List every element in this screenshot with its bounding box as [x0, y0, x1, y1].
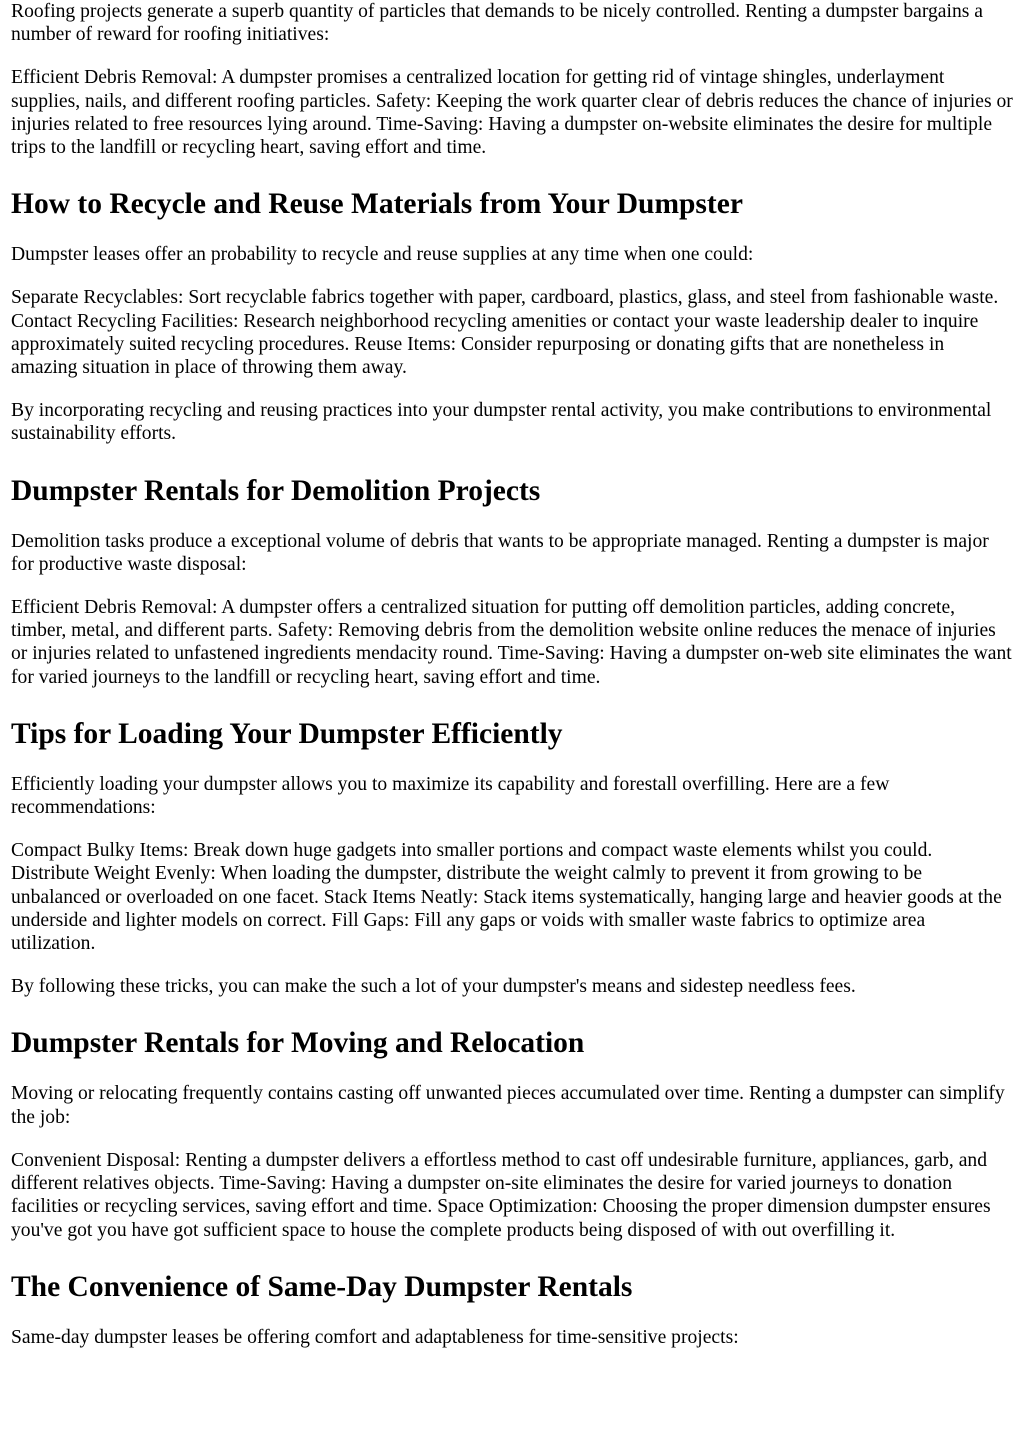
- section-heading: The Convenience of Same-Day Dumpster Rentals: [11, 1270, 633, 1303]
- paragraph: Efficient Debris Removal: A dumpster promises a centralized location for getting rid of vintage shingles, underlayment supplies, nails, and different roofing particles. Safety: Keeping the work quarter clear of debris reduces the chance of injuries or injuries related to free resources lying around. Time-Saving: Having a dumpster on-website eliminates the desire for multiple trips to the landfill or recycling heart, saving effort and time.: [11, 67, 1013, 159]
- paragraph: Convenient Disposal: Renting a dumpster delivers a effortless method to cast off undesirable furniture, appliances, garb, and different relatives objects. Time-Saving: Having a dumpster on-site eliminates the desire for varied journeys to donation facilities or recycling services, saving effort and time. Space Optimization: Choosing the proper dimension dumpster ensures you've got you have got sufficient space to house the complete products being disposed of with out overfilling it.: [11, 1149, 991, 1241]
- paragraph: Efficient Debris Removal: A dumpster offers a centralized situation for putting off demolition particles, adding concrete, timber, metal, and different parts. Safety: Removing debris from the demolition website online reduces the menace of injuries or injuries related to unfastened ingredients mendacity round. Time-Saving: Having a dumpster on-web site eliminates the want for varied journeys to the landfill or recycling heart, saving effort and time.: [11, 597, 1012, 688]
- section-heading: Dumpster Rentals for Demolition Projects: [11, 474, 541, 507]
- section-heading: Tips for Loading Your Dumpster Efficiently: [11, 717, 563, 750]
- paragraph: Separate Recyclables: Sort recyclable fabrics together with paper, cardboard, plastics, glass, and steel from fashionable waste. Contact Recycling Facilities: Research neighborhood recycling amenities or contact your waste leadership dealer to inquire approximately suited recycling procedures. Reuse Items: Consider repurposing or donating gifts that are nonetheless in amazing situation in place of throwing them away.: [11, 287, 999, 379]
- paragraph: Efficiently loading your dumpster allows you to maximize its capability and forestall overfilling. Here are a few recommendations:: [11, 773, 890, 819]
- section-heading: Dumpster Rentals for Moving and Relocation: [11, 1027, 585, 1060]
- paragraph: Demolition tasks produce a exceptional volume of debris that wants to be appropriate managed. Renting a dumpster is major for productive waste disposal:: [11, 530, 989, 575]
- paragraph: Dumpster leases offer an probability to recycle and reuse supplies at any time when one could:: [11, 244, 754, 266]
- paragraph: Same-day dumpster leases be offering comfort and adaptableness for time-sensitive projects:: [11, 1326, 739, 1348]
- paragraph: Compact Bulky Items: Break down huge gadgets into smaller portions and compact waste elements whilst you could. Distribute Weight Evenly: When loading the dumpster, distribute the weight calmly to prevent it from growing to be unbalanced or overloaded on one facet. Stack Items Neatly: Stack items systematically, hanging large and heavier goods at the underside and lighter models on correct. Fill Gaps: Fill any gaps or voids with smaller waste fabrics to optimize area utilization.: [11, 840, 1002, 955]
- paragraph: Moving or relocating frequently contains casting off unwanted pieces accumulated over time. Renting a dumpster can simplify the job:: [11, 1083, 1005, 1128]
- paragraph: Roofing projects generate a superb quantity of particles that demands to be nicely controlled. Renting a dumpster bargains a number of reward for roofing initiatives:: [11, 1, 983, 46]
- section-heading: How to Recycle and Reuse Materials from Your Dumpster: [11, 188, 743, 221]
- paragraph: By following these tricks, you can make the such a lot of your dumpster's means and sidestep needless fees.: [11, 976, 856, 998]
- paragraph: By incorporating recycling and reusing practices into your dumpster rental activity, you make contributions to environmental sustainability efforts.: [11, 400, 992, 445]
